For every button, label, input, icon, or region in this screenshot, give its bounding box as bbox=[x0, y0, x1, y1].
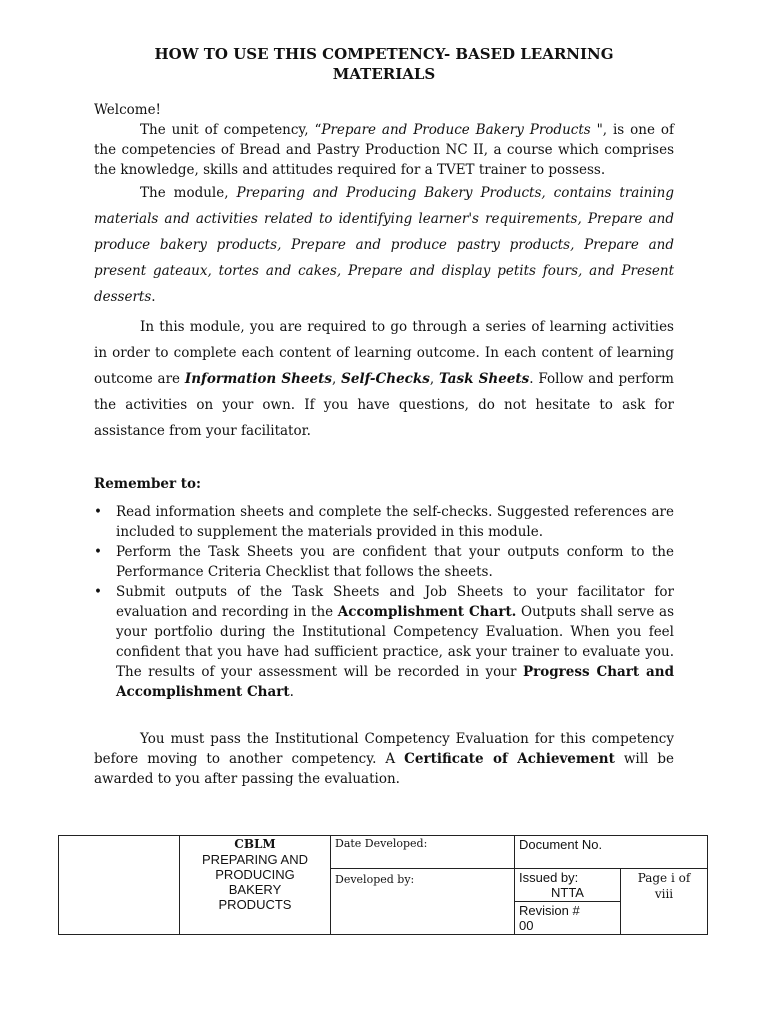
bullet-text-submit-a: Submit outputs of the Task Sheets and Job Sheets to your facilitator for evaluation and recording in the bbox=[116, 584, 674, 620]
page-label: Page i of bbox=[637, 871, 691, 885]
para3-text-b: . Follow and perform the activities on your own. If you have questions, do not hesitate to ask for assistance from your facilitator. bbox=[94, 371, 674, 439]
bullet-icon: • bbox=[94, 504, 102, 520]
title-line-1: HOW TO USE THIS COMPETENCY- BASED LEARNING bbox=[154, 45, 614, 63]
para2-module-description: Preparing and Producing Bakery Products, contains training materials and activities related to identifying learner's requirements, Prepare and produce bakery products, Prepare and produce pastry products, Prepare and present gateaux, tortes and cakes, Prepare and display petits fours, and Present desserts bbox=[94, 185, 674, 305]
certificate-term: Certificate of Achievement bbox=[404, 751, 615, 767]
cblm-label: CBLM bbox=[234, 837, 276, 851]
revision-value: 00 bbox=[519, 918, 534, 933]
footer-logo-cell bbox=[59, 836, 180, 935]
module-title-line: PRODUCTS bbox=[218, 897, 292, 912]
para3-separator-1: , bbox=[331, 371, 342, 387]
information-sheets-term: Information Sheets bbox=[184, 371, 332, 387]
module-title-line: PREPARING AND bbox=[202, 852, 308, 867]
date-developed-cell: Date Developed: bbox=[331, 836, 515, 869]
closing-text-b: will be awarded to you after passing the evaluation. bbox=[94, 751, 674, 787]
paragraph-activities bbox=[94, 314, 674, 444]
issuer-name: NTTA bbox=[551, 885, 584, 900]
list-item bbox=[94, 502, 674, 542]
revision-label: Revision # bbox=[519, 903, 580, 918]
footer-cblm-cell bbox=[180, 836, 331, 935]
page-number-cell bbox=[621, 869, 708, 935]
closing-paragraph bbox=[94, 729, 674, 789]
para2-text-a: The module, bbox=[140, 185, 237, 201]
bullet-text-read-sheets: Read information sheets and complete the self-checks. Suggested references are included to supplement the materials provided in this module. bbox=[116, 504, 674, 540]
para1-text-a: The unit of competency, “ bbox=[140, 122, 322, 138]
progress-chart-term: Progress Chart and Accomplishment Chart bbox=[116, 664, 675, 700]
task-sheets-term: Task Sheets bbox=[438, 371, 530, 387]
paragraph-module bbox=[94, 180, 674, 310]
self-checks-term: Self-Checks bbox=[341, 371, 430, 387]
module-title-line: PRODUCING bbox=[215, 867, 295, 882]
paragraph-unit-of-competency bbox=[94, 120, 674, 180]
page-total: viii bbox=[654, 887, 674, 901]
list-item bbox=[94, 582, 674, 702]
module-title-line: BAKERY bbox=[228, 882, 282, 897]
document-footer-table bbox=[58, 835, 708, 935]
document-no-cell: Document No. bbox=[515, 836, 708, 869]
page-title bbox=[94, 44, 674, 84]
accomplishment-chart-term: Accomplishment Chart. bbox=[337, 604, 517, 620]
para1-unit-name: Prepare and Produce Bakery Products bbox=[321, 122, 591, 138]
title-line-2: MATERIALS bbox=[332, 65, 436, 83]
developed-by-cell: Developed by: bbox=[331, 869, 515, 935]
issued-by-label: Issued by: bbox=[519, 870, 579, 885]
closing-text-a: You must pass the Institutional Competency Evaluation for this competency before moving to another competency. A bbox=[94, 731, 674, 767]
para2-text-b: . bbox=[151, 289, 156, 305]
para3-text-a: In this module, you are required to go through a series of learning activities in order to complete each content of learning outcome. In each content of learning outcome are bbox=[94, 319, 674, 387]
para1-text-b: ", is one of the competencies of Bread and Pastry Production NC II, a course which comprises the knowledge, skills and attitudes required for a TVET trainer to possess. bbox=[94, 122, 674, 178]
para3-separator-2: , bbox=[429, 371, 439, 387]
issued-by-cell bbox=[515, 869, 621, 902]
bullet-text-submit-b: Outputs shall serve as your portfolio during the Institutional Competency Evaluation. When you feel confident that you have had sufficient practice, ask your trainer to evaluate you. The results of your assessment will be recorded in your bbox=[116, 604, 675, 680]
revision-cell bbox=[515, 902, 621, 935]
remember-heading: Remember to: bbox=[94, 476, 202, 492]
list-item bbox=[94, 542, 674, 582]
intro-section bbox=[94, 100, 674, 444]
welcome-text: Welcome! bbox=[94, 102, 161, 118]
bullet-text-submit-c: . bbox=[289, 684, 294, 700]
remember-list bbox=[94, 502, 674, 702]
bullet-text-task-sheets: Perform the Task Sheets you are confident that your outputs conform to the Performance Criteria Checklist that follows the sheets. bbox=[116, 544, 674, 580]
bullet-icon: • bbox=[94, 584, 102, 600]
bullet-icon: • bbox=[94, 544, 102, 560]
